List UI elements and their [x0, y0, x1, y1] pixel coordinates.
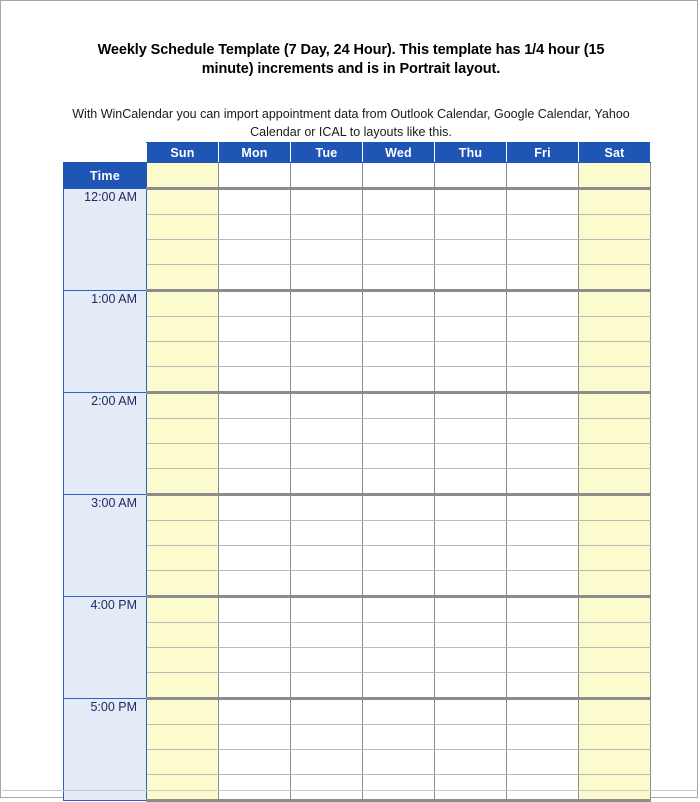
schedule-cell[interactable]: [291, 444, 363, 469]
schedule-cell[interactable]: [363, 775, 435, 801]
schedule-cell[interactable]: [363, 495, 435, 521]
table-row: [64, 673, 651, 699]
schedule-cell[interactable]: [363, 240, 435, 265]
schedule-cell[interactable]: [507, 775, 579, 801]
schedule-cell[interactable]: [363, 317, 435, 342]
table-row: [64, 648, 651, 673]
schedule-cell[interactable]: [363, 367, 435, 393]
schedule-cell[interactable]: [579, 775, 651, 801]
schedule-cell[interactable]: [219, 495, 291, 521]
schedule-cell[interactable]: [507, 521, 579, 546]
schedule-cell[interactable]: [507, 317, 579, 342]
schedule-cell[interactable]: [147, 725, 219, 750]
table-row: [64, 571, 651, 597]
schedule-cell[interactable]: [579, 240, 651, 265]
table-row: [64, 750, 651, 775]
table-row: [64, 342, 651, 367]
schedule-cell[interactable]: [147, 750, 219, 775]
schedule-cell[interactable]: [219, 521, 291, 546]
day-header-wed[interactable]: Wed: [363, 143, 435, 163]
schedule-cell[interactable]: [579, 521, 651, 546]
schedule-cell[interactable]: [579, 291, 651, 317]
schedule-cell[interactable]: [363, 623, 435, 648]
schedule-cell[interactable]: [363, 546, 435, 571]
schedule-cell[interactable]: [291, 163, 363, 189]
schedule-cell[interactable]: [435, 699, 507, 725]
schedule-cell[interactable]: [579, 419, 651, 444]
schedule-cell[interactable]: [579, 342, 651, 367]
schedule-cell[interactable]: [507, 163, 579, 189]
schedule-cell[interactable]: [435, 546, 507, 571]
schedule-cell[interactable]: [579, 317, 651, 342]
schedule-cell[interactable]: [507, 597, 579, 623]
time-column-header: Time: [64, 163, 147, 189]
schedule-cell[interactable]: [291, 317, 363, 342]
schedule-cell[interactable]: [507, 342, 579, 367]
schedule-cell[interactable]: [219, 444, 291, 469]
schedule-cell[interactable]: [147, 367, 219, 393]
schedule-cell[interactable]: [219, 419, 291, 444]
schedule-cell[interactable]: [147, 393, 219, 419]
schedule-cell[interactable]: [147, 495, 219, 521]
table-row: [64, 393, 651, 419]
schedule-cell[interactable]: [435, 265, 507, 291]
schedule-cell[interactable]: [363, 521, 435, 546]
schedule-cell[interactable]: [435, 291, 507, 317]
schedule-cell[interactable]: [507, 265, 579, 291]
schedule-cell[interactable]: [363, 725, 435, 750]
table-row: [64, 367, 651, 393]
day-header-row: [64, 143, 651, 163]
time-label-400pm: 4:00 PM: [64, 597, 147, 699]
schedule-cell[interactable]: [435, 342, 507, 367]
schedule-cell[interactable]: [507, 546, 579, 571]
table-row: [64, 699, 651, 725]
schedule-cell[interactable]: [579, 215, 651, 240]
schedule-cell[interactable]: [435, 725, 507, 750]
page-title: Weekly Schedule Template (7 Day, 24 Hour). This template has 1/4 hour (15 minute) increments and is in Portrait layout.: [97, 42, 605, 77]
schedule-cell[interactable]: [291, 189, 363, 215]
schedule-cell[interactable]: [219, 215, 291, 240]
schedule-cell[interactable]: [147, 342, 219, 367]
day-header-fri[interactable]: Fri: [507, 143, 579, 163]
schedule-cell[interactable]: [291, 775, 363, 801]
schedule-cell[interactable]: [579, 673, 651, 699]
schedule-cell[interactable]: [291, 699, 363, 725]
schedule-cell[interactable]: [435, 215, 507, 240]
schedule-cell[interactable]: [507, 419, 579, 444]
schedule-cell[interactable]: [435, 469, 507, 495]
schedule-cell[interactable]: [147, 775, 219, 801]
schedule-cell[interactable]: [219, 240, 291, 265]
table-row: [64, 469, 651, 495]
day-header-sat[interactable]: Sat: [579, 143, 651, 163]
schedule-cell[interactable]: [363, 342, 435, 367]
schedule-cell[interactable]: [435, 673, 507, 699]
schedule-cell[interactable]: [579, 393, 651, 419]
schedule-cell[interactable]: [291, 495, 363, 521]
schedule-cell[interactable]: [291, 367, 363, 393]
schedule-cell[interactable]: [363, 291, 435, 317]
schedule-cell[interactable]: [363, 597, 435, 623]
schedule-cell[interactable]: [291, 750, 363, 775]
header-corner-blank: [64, 143, 147, 163]
table-row: [64, 189, 651, 215]
schedule-cell[interactable]: [291, 393, 363, 419]
schedule-cell[interactable]: [147, 189, 219, 215]
schedule-cell[interactable]: [363, 215, 435, 240]
schedule-cell[interactable]: [147, 546, 219, 571]
schedule-cell[interactable]: [219, 597, 291, 623]
schedule-cell[interactable]: [147, 444, 219, 469]
schedule-cell[interactable]: [435, 444, 507, 469]
time-label-200am: 2:00 AM: [64, 393, 147, 495]
schedule-cell[interactable]: [291, 623, 363, 648]
schedule-cell[interactable]: [507, 215, 579, 240]
schedule-cell[interactable]: [507, 469, 579, 495]
schedule-cell[interactable]: [291, 342, 363, 367]
time-label-500pm: 5:00 PM: [64, 699, 147, 801]
schedule-cell[interactable]: [219, 571, 291, 597]
schedule-cell[interactable]: [147, 623, 219, 648]
schedule-cell[interactable]: [147, 673, 219, 699]
schedule-cell[interactable]: [291, 597, 363, 623]
table-row: [64, 215, 651, 240]
schedule-cell[interactable]: [435, 317, 507, 342]
day-header-sun[interactable]: Sun: [147, 143, 219, 163]
schedule-cell[interactable]: [291, 571, 363, 597]
table-body: [64, 163, 651, 801]
schedule-cell[interactable]: [507, 750, 579, 775]
table-row: [64, 495, 651, 521]
schedule-cell[interactable]: [435, 419, 507, 444]
schedule-cell[interactable]: [363, 393, 435, 419]
schedule-grid: [63, 142, 651, 802]
schedule-cell[interactable]: [219, 265, 291, 291]
schedule-cell[interactable]: [579, 367, 651, 393]
schedule-cell[interactable]: [291, 469, 363, 495]
schedule-cell[interactable]: [291, 265, 363, 291]
schedule-cell[interactable]: [219, 367, 291, 393]
schedule-cell[interactable]: [219, 750, 291, 775]
schedule-cell[interactable]: [219, 163, 291, 189]
schedule-cell[interactable]: [507, 571, 579, 597]
schedule-cell[interactable]: [147, 597, 219, 623]
schedule-cell[interactable]: [219, 317, 291, 342]
schedule-cell[interactable]: [507, 673, 579, 699]
schedule-cell[interactable]: [219, 189, 291, 215]
schedule-cell[interactable]: [507, 367, 579, 393]
schedule-cell[interactable]: [579, 623, 651, 648]
schedule-cell[interactable]: [147, 469, 219, 495]
schedule-cell[interactable]: [435, 521, 507, 546]
schedule-cell[interactable]: [435, 393, 507, 419]
schedule-cell[interactable]: [219, 291, 291, 317]
schedule-cell[interactable]: [435, 597, 507, 623]
schedule-cell[interactable]: [435, 571, 507, 597]
schedule-cell[interactable]: [435, 648, 507, 673]
schedule-cell[interactable]: [147, 699, 219, 725]
schedule-cell[interactable]: [507, 725, 579, 750]
schedule-cell[interactable]: [579, 163, 651, 189]
schedule-cell[interactable]: [363, 419, 435, 444]
schedule-cell[interactable]: [219, 393, 291, 419]
table-row: [64, 265, 651, 291]
schedule-cell[interactable]: [363, 648, 435, 673]
schedule-cell[interactable]: [363, 699, 435, 725]
schedule-cell[interactable]: [507, 495, 579, 521]
schedule-cell[interactable]: [147, 240, 219, 265]
schedule-cell[interactable]: [435, 163, 507, 189]
schedule-cell[interactable]: [219, 775, 291, 801]
schedule-cell[interactable]: [507, 393, 579, 419]
schedule-cell[interactable]: [435, 189, 507, 215]
schedule-cell[interactable]: [219, 648, 291, 673]
table-row: [64, 444, 651, 469]
schedule-cell[interactable]: [579, 648, 651, 673]
schedule-cell[interactable]: [291, 546, 363, 571]
schedule-cell[interactable]: [435, 495, 507, 521]
schedule-cell[interactable]: [291, 240, 363, 265]
schedule-cell[interactable]: [579, 750, 651, 775]
day-header-thu[interactable]: Thu: [435, 143, 507, 163]
schedule-cell[interactable]: [291, 215, 363, 240]
table-row: [64, 317, 651, 342]
schedule-cell[interactable]: [147, 521, 219, 546]
table-row: [64, 597, 651, 623]
weekly-schedule-table: [63, 142, 651, 802]
table-row: [64, 546, 651, 571]
schedule-cell[interactable]: [579, 597, 651, 623]
schedule-cell[interactable]: [579, 189, 651, 215]
schedule-cell[interactable]: [363, 444, 435, 469]
schedule-cell[interactable]: [291, 648, 363, 673]
schedule-cell[interactable]: [579, 265, 651, 291]
schedule-cell[interactable]: [219, 469, 291, 495]
schedule-cell[interactable]: [147, 163, 219, 189]
table-head: [64, 143, 651, 163]
schedule-cell[interactable]: [435, 240, 507, 265]
schedule-cell[interactable]: [147, 317, 219, 342]
schedule-cell[interactable]: [147, 215, 219, 240]
schedule-cell[interactable]: [363, 265, 435, 291]
schedule-cell[interactable]: [219, 673, 291, 699]
schedule-cell[interactable]: [579, 495, 651, 521]
schedule-cell[interactable]: [147, 571, 219, 597]
schedule-cell[interactable]: [579, 444, 651, 469]
schedule-cell[interactable]: [219, 546, 291, 571]
schedule-cell[interactable]: [147, 648, 219, 673]
schedule-cell[interactable]: [363, 571, 435, 597]
schedule-cell[interactable]: [219, 725, 291, 750]
schedule-cell[interactable]: [363, 469, 435, 495]
schedule-cell[interactable]: [435, 367, 507, 393]
schedule-cell[interactable]: [291, 291, 363, 317]
page-bottom-rule: [2, 790, 698, 791]
schedule-cell[interactable]: [291, 419, 363, 444]
schedule-cell[interactable]: [219, 699, 291, 725]
table-row: [64, 521, 651, 546]
schedule-cell[interactable]: [219, 623, 291, 648]
table-row: [64, 240, 651, 265]
schedule-cell[interactable]: [435, 750, 507, 775]
table-row: [64, 419, 651, 444]
schedule-cell[interactable]: [507, 699, 579, 725]
schedule-cell[interactable]: [363, 750, 435, 775]
schedule-cell[interactable]: [507, 240, 579, 265]
day-header-mon[interactable]: Mon: [219, 143, 291, 163]
schedule-cell[interactable]: [507, 444, 579, 469]
time-header-row: [64, 163, 651, 189]
schedule-cell[interactable]: [291, 521, 363, 546]
schedule-cell[interactable]: [579, 571, 651, 597]
schedule-cell[interactable]: [363, 673, 435, 699]
schedule-cell[interactable]: [363, 189, 435, 215]
page-subtitle: With WinCalendar you can import appointment data from Outlook Calendar, Google Calendar, Yahoo Calendar or ICAL to layouts like this.: [72, 107, 630, 139]
schedule-cell[interactable]: [147, 291, 219, 317]
schedule-cell[interactable]: [579, 469, 651, 495]
table-row: [64, 725, 651, 750]
time-label-300am: 3:00 AM: [64, 495, 147, 597]
schedule-cell[interactable]: [291, 673, 363, 699]
schedule-cell[interactable]: [507, 648, 579, 673]
table-row: [64, 775, 651, 801]
time-label-1200am: 12:00 AM: [64, 189, 147, 291]
schedule-cell[interactable]: [147, 419, 219, 444]
schedule-cell[interactable]: [507, 291, 579, 317]
schedule-cell[interactable]: [219, 342, 291, 367]
table-row: [64, 291, 651, 317]
schedule-cell[interactable]: [435, 775, 507, 801]
table-row: [64, 623, 651, 648]
schedule-cell[interactable]: [363, 163, 435, 189]
schedule-cell[interactable]: [507, 189, 579, 215]
schedule-cell[interactable]: [435, 623, 507, 648]
schedule-cell[interactable]: [507, 623, 579, 648]
schedule-cell[interactable]: [147, 265, 219, 291]
schedule-cell[interactable]: [579, 699, 651, 725]
schedule-cell[interactable]: [579, 546, 651, 571]
day-header-tue[interactable]: Tue: [291, 143, 363, 163]
schedule-cell[interactable]: [579, 725, 651, 750]
time-label-100am: 1:00 AM: [64, 291, 147, 393]
schedule-cell[interactable]: [291, 725, 363, 750]
